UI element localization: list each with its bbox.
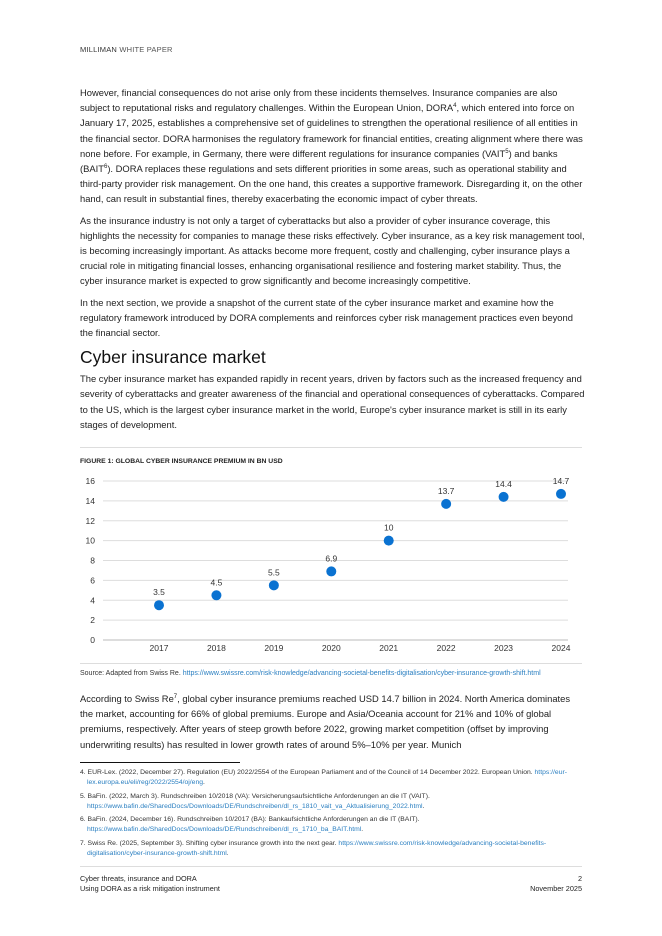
footnote-ref[interactable]: 4 (453, 103, 457, 110)
figure-title: FIGURE 1: GLOBAL CYBER INSURANCE PREMIUM IN BN USD (80, 458, 283, 465)
y-tick-label: 2 (90, 615, 95, 626)
footer-title: Cyber threats, insurance and DORA (80, 874, 197, 883)
figure-source (80, 669, 580, 680)
y-tick-label: 6 (90, 575, 95, 586)
x-tick-label: 2017 (149, 643, 169, 653)
paragraph: In the next section, we provide a snapshot of the current state of the cyber insurance market and examine how the regulatory framework introduced by DORA complements and reinforces cyber risk management practices even beyond the financial sector. (80, 296, 573, 339)
x-tick-label: 2021 (379, 643, 399, 653)
footnote (80, 792, 585, 813)
text: ) and banks (BAIT (80, 147, 558, 175)
text: . (422, 802, 425, 810)
footnote (80, 768, 585, 789)
data-point (441, 499, 451, 509)
footnote-ref[interactable]: 6 (103, 163, 108, 170)
text: 5. BaFin. (2022, March 3). Rundschreiben 10/2018 (VA): Versicherungsaufsichtliche Anforderungen an die IT (VAIT). (80, 792, 430, 800)
text: . (361, 826, 364, 834)
footer-right (530, 874, 582, 893)
source-link[interactable]: https://www.swissre.com/risk-knowledge/advancing-societal-benefits-digitalisation/cyber-insurance-growth-shift.html (182, 670, 541, 677)
footnote-ref[interactable]: 5 (505, 148, 509, 155)
source-text: Source: Adapted from Swiss Re. (80, 670, 183, 677)
brand: MILLIMAN (80, 45, 118, 54)
y-tick-label: 10 (85, 535, 95, 546)
data-label: 10 (383, 522, 394, 533)
divider (80, 866, 582, 867)
data-label: 14.7 (552, 475, 570, 486)
text: . (203, 779, 205, 787)
x-tick-label: 2020 (321, 643, 341, 653)
footnote-link[interactable]: https://www.bafin.de/SharedDocs/Downloads/DE/Rundschreiben/dl_rs_1810_vait_va_Aktualisierung_2022.html (87, 802, 423, 810)
data-label: 6.9 (325, 553, 338, 564)
data-point (211, 590, 221, 600)
y-tick-label: 12 (85, 515, 95, 526)
footnote-ref[interactable]: 7 (173, 693, 178, 700)
x-tick-label: 2022 (436, 643, 456, 653)
footnotes (80, 768, 585, 862)
data-point (269, 580, 279, 590)
text: According to Swiss Re (80, 693, 174, 704)
x-tick-label: 2019 (264, 643, 284, 653)
data-point (499, 492, 509, 502)
footnote (80, 815, 585, 836)
divider (80, 663, 582, 664)
x-tick-label: 2018 (206, 643, 226, 653)
y-tick-label: 14 (85, 495, 95, 506)
y-tick-label: 4 (90, 595, 95, 606)
paragraph (80, 85, 585, 207)
x-tick-label: 2023 (494, 643, 514, 653)
data-label: 3.5 (153, 587, 165, 598)
paragraph: The cyber insurance market has expanded rapidly in recent years, driven by factors such as the increased frequency and severity of cyberattacks and greater awareness of the financial and operational consequences of cyberattacks. Compared to the US, which is the largest cyber insurance market in the world, Europe's cyber insurance market is still in its early stages of development. (80, 373, 585, 430)
data-point (326, 566, 336, 576)
text: 7. Swiss Re. (2025, September 3). Shifting cyber insurance growth into the next gear. (80, 839, 339, 847)
y-tick-label: 8 (90, 555, 95, 566)
section-heading: Cyber insurance market (80, 347, 266, 368)
doc-type: WHITE PAPER (119, 45, 173, 54)
footnote-separator (80, 762, 240, 763)
footnote-link[interactable]: https://www.bafin.de/SharedDocs/Downloads/DE/Rundschreiben/dl_rs_1710_ba_BAIT.html (87, 826, 362, 834)
divider (80, 447, 582, 448)
text: . (226, 850, 229, 858)
data-point (154, 600, 164, 610)
text: ). DORA replaces these regulations and sets different priorities in some areas, such as operational stability and third-party provider risk management. On the one hand, this creates a supportive framework. Disregarding it, on the other hand, can result in substantial fines, thereby exacerbating the economic impact of cyber threats. (80, 163, 583, 205)
page-header (80, 45, 173, 54)
text: 4. EUR-Lex. (2022, December 27). Regulation (EU) 2022/2554 of the European Parliament and of the Council of 14 December 2022. European Union. (80, 769, 535, 776)
data-label: 4.5 (210, 577, 223, 588)
footer-subtitle: Using DORA as a risk mitigation instrument (80, 883, 220, 893)
data-point (384, 536, 394, 546)
data-point (556, 489, 566, 499)
paragraph: As the insurance industry is not only a target of cyberattacks but also a provider of cyber insurance coverage, this highlights the necessity for companies to manage these risks effectively. Cyber insurance, as a key risk management tool, is becoming increasingly important. As attacks become more frequent, costly and challenging, cyber insurance plays a crucial role in mitigating financial losses, enhancing organisational resilience and fostering market stability. Thus, the cyber insurance market is expected to grow significantly and become increasingly competitive. (80, 214, 585, 287)
scatter-chart (60, 470, 580, 660)
footnote-link[interactable]: https://www.swissre.com/risk-knowledge/advancing-societal-benefits-digitalisation/cyber-insurance-growth-shift.html (87, 839, 547, 858)
footnote-link[interactable]: https://eur-lex.europa.eu/eli/reg/2022/2554/oj/eng (87, 769, 568, 787)
y-tick-label: 0 (90, 635, 95, 645)
paragraph (80, 691, 585, 752)
footer-date: November 2025 (530, 883, 582, 893)
text: , global cyber insurance premiums reached USD 14.7 billion in 2024. North America dominates the market, accounting for 66% of global premiums. Europe and Asia/Oceania account for 21% and 10% of global premiums, respectively. After years of steep growth before 2022, growing market competition (offset by improving underwriting results) has resulted in lower growth rates of around 5%–10% per year. Munich (80, 693, 571, 750)
text: However, financial consequences do not arise only from these incidents themselves. Insurance companies are also subject to reputational risks and regulatory challenges. Within the European Union, DORA (80, 87, 558, 114)
data-label: 5.5 (267, 567, 280, 578)
y-tick-label: 16 (85, 476, 95, 486)
x-tick-label: 2024 (551, 643, 571, 653)
footnote (80, 839, 585, 860)
text: 6. BaFin. (2024, December 16). Rundschreiben 10/2017 (BA): Bankaufsichtliche Anforderungen an die IT (BAIT). (80, 816, 420, 824)
text: , which entered into force on January 17, 2025, establishes a comprehensive set of guidelines to strengthen the operational resilience of all entities in the financial sector. DORA harmonises the regulatory framework for financial entities, creating alignment where there was none before. For example, in Germany, there were different regulations for insurance companies (VAIT (80, 102, 583, 159)
data-label: 14.4 (495, 478, 512, 489)
body-text (80, 85, 585, 438)
page-number: 2 (577, 874, 582, 883)
footer-left (80, 874, 220, 893)
data-label: 13.7 (437, 485, 455, 496)
